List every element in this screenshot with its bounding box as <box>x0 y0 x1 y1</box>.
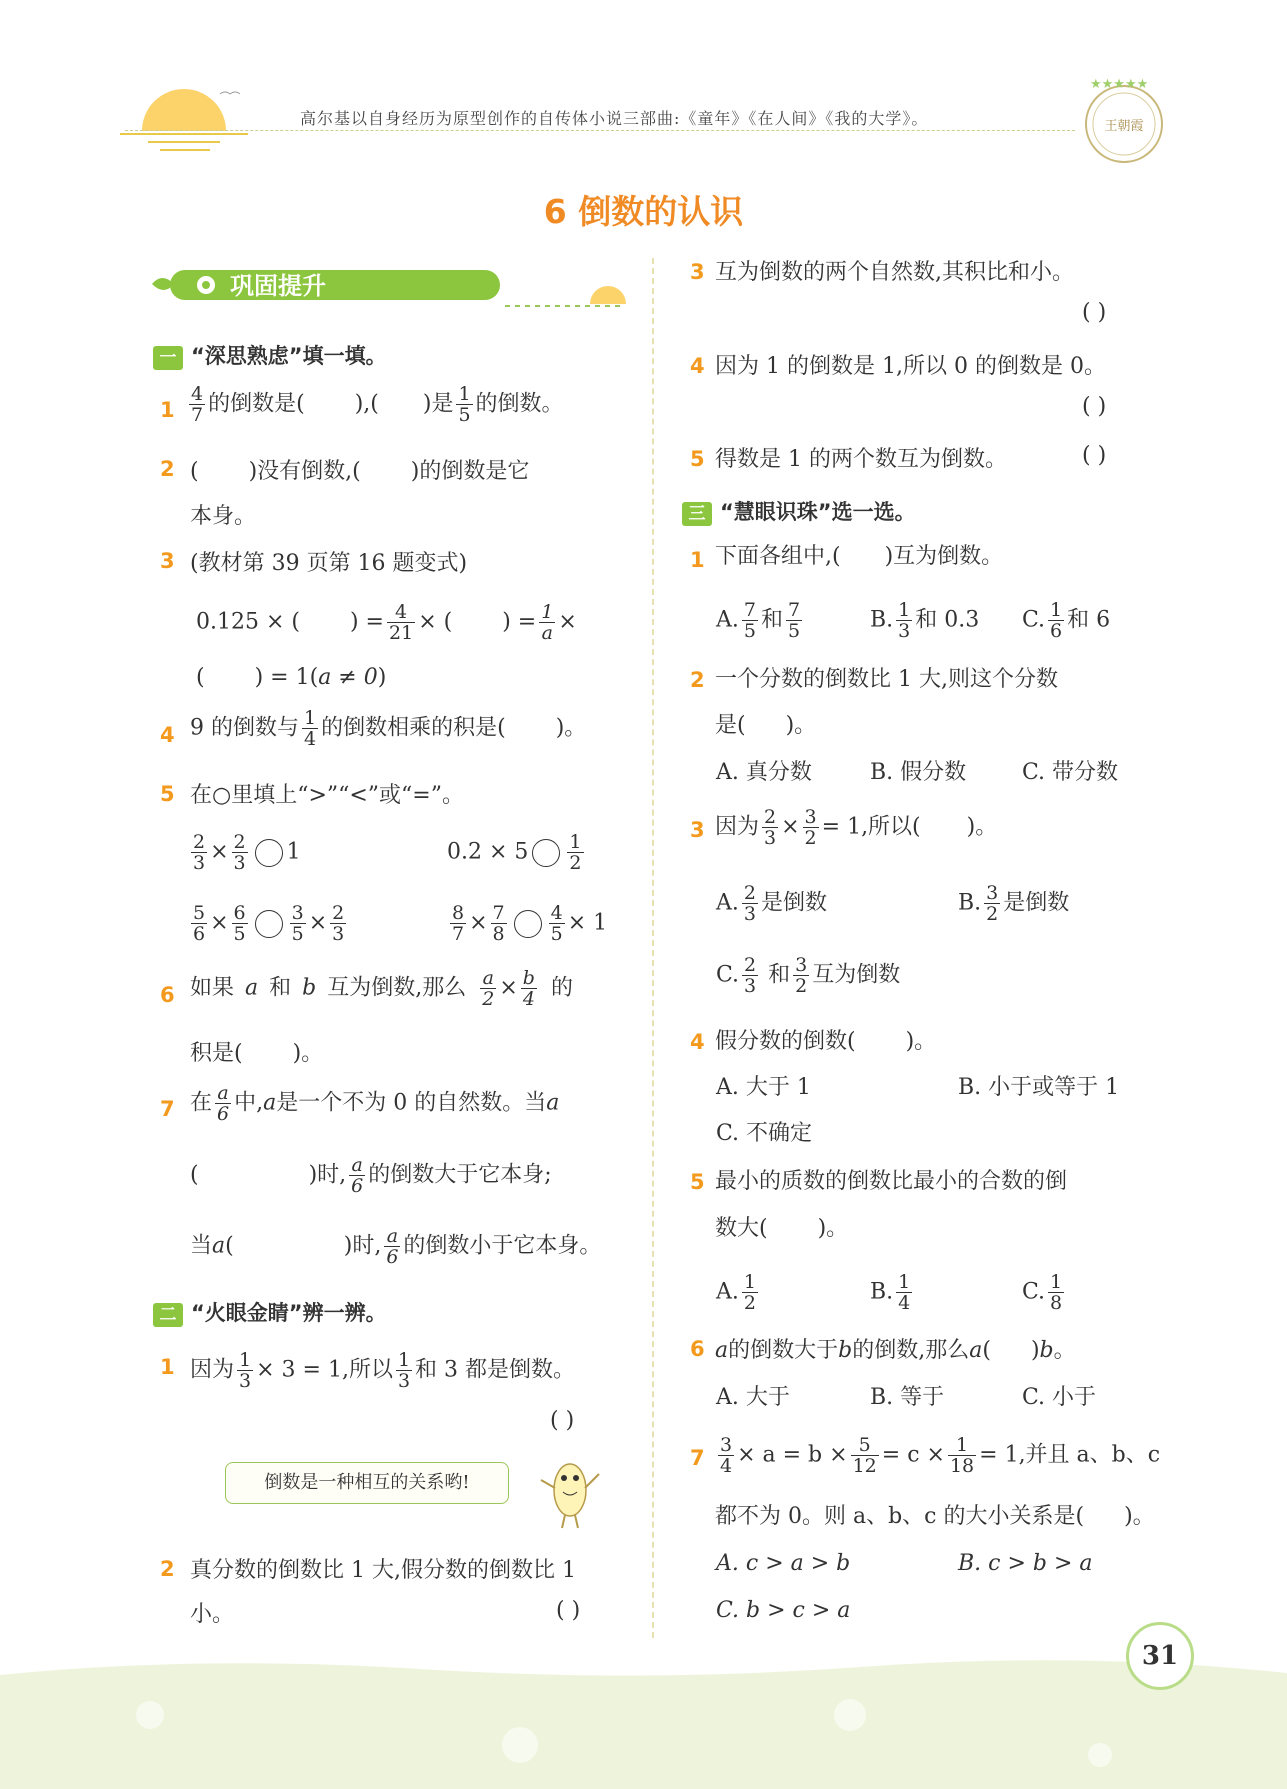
frac-1-5: $\frac{1}{5}$ <box>458 383 471 426</box>
c2-line2: 是( )。 <box>715 713 817 738</box>
j3-number: 3 <box>690 260 705 284</box>
c3: 因为 $\frac{2}{3}$ × $\frac{3}{2}$ = 1,所以( )。 <box>715 806 998 849</box>
sunrise-icon <box>120 76 250 156</box>
section-3-title: 三 “慧眼识珠”选一选。 <box>682 496 916 526</box>
page-number: 31 <box>1126 1622 1194 1690</box>
q2-line2: 本身。 <box>190 504 257 529</box>
j4-answer[interactable]: ( ) <box>1082 394 1107 419</box>
c3-option-b[interactable]: B. $\frac{3}{2}$ 是倒数 <box>958 882 1070 925</box>
c1-option-a[interactable]: A. $\frac{7}{5}$ 和 $\frac{7}{5}$ <box>716 599 801 642</box>
footer-wave <box>0 1655 1287 1789</box>
c5-line2: 数大( )。 <box>715 1216 849 1241</box>
q3-equation: 0.125 × ( ) = $\frac{4}{21}$ × ( ) = $\frac{1}{a}$ × <box>196 601 577 644</box>
c7-option-c[interactable]: C. b > c > a <box>716 1598 851 1623</box>
c4-option-c[interactable]: C. 不确定 <box>716 1121 813 1146</box>
q5-compare-1: $\frac{2}{3}$ × $\frac{2}{3}$ 1 <box>193 831 301 874</box>
page-title: 6 倒数的认识 <box>543 192 744 231</box>
q7-number: 7 <box>160 1097 175 1121</box>
c2-number: 2 <box>690 668 705 692</box>
c5-number: 5 <box>690 1170 705 1194</box>
column-divider <box>652 258 654 1638</box>
j5: 得数是 1 的两个数互为倒数。 <box>715 447 1007 472</box>
c4-number: 4 <box>690 1030 705 1054</box>
q3-equation-cont: ( ) = 1(a ≠ 0) <box>196 665 387 690</box>
c1-option-b[interactable]: B. $\frac{1}{3}$ 和 0.3 <box>870 599 980 642</box>
c4-option-a[interactable]: A. 大于 1 <box>716 1075 811 1100</box>
c4: 假分数的倒数( )。 <box>715 1029 937 1054</box>
c2-option-c[interactable]: C. 带分数 <box>1022 760 1119 785</box>
section-banner <box>150 256 630 316</box>
q2-line1: ( )没有倒数,( )的倒数是它 <box>190 459 530 484</box>
c6-option-c[interactable]: C. 小于 <box>1022 1385 1097 1410</box>
j5-answer[interactable]: ( ) <box>1082 443 1107 468</box>
c6-option-a[interactable]: A. 大于 <box>716 1385 790 1410</box>
tip-bubble: 倒数是一种相互的关系哟! <box>225 1462 509 1504</box>
logo-text: 王朝霞 <box>1104 119 1144 134</box>
j3-answer[interactable]: ( ) <box>1082 300 1107 325</box>
c7-number: 7 <box>690 1446 705 1470</box>
j5-number: 5 <box>690 447 705 471</box>
banner-text: 巩固提升 <box>230 272 326 300</box>
svg-text:★★★★★: ★★★★★ <box>1090 77 1149 92</box>
c1: 下面各组中,( )互为倒数。 <box>715 544 1004 569</box>
j1-number: 1 <box>160 1355 175 1379</box>
c1-number: 1 <box>690 548 705 572</box>
q4-number: 4 <box>160 723 175 747</box>
c3-number: 3 <box>690 818 705 842</box>
c5-option-b[interactable]: B. $\frac{1}{4}$ <box>870 1271 911 1314</box>
c7-line2: 都不为 0。则 a、b、c 的大小关系是( )。 <box>715 1504 1155 1529</box>
header-divider <box>125 130 1075 131</box>
c5-option-a[interactable]: A. $\frac{1}{2}$ <box>716 1271 756 1314</box>
q7-line1: 在 $\frac{a}{6}$ 中,a是一个不为 0 的自然数。当a <box>190 1082 560 1125</box>
cartoon-character-icon <box>535 1452 605 1532</box>
c1-option-c[interactable]: C. $\frac{1}{6}$ 和 6 <box>1022 599 1111 642</box>
q6-line1: 如果 a 和 b 互为倒数,那么 $\frac{a}{2}$ × $\frac{b}{4}$ 的 <box>190 967 573 1010</box>
j1-answer[interactable]: ( ) <box>550 1408 575 1433</box>
c6: a的倒数大于b的倒数,那么a( )b。 <box>715 1338 1076 1363</box>
q2-number: 2 <box>160 457 175 481</box>
j2-answer[interactable]: ( ) <box>556 1598 581 1623</box>
q3-number: 3 <box>160 549 175 573</box>
q5-number: 5 <box>160 782 175 806</box>
j1: 因为 $\frac{1}{3}$ × 3 = 1,所以 $\frac{1}{3}$ 和 3 都是倒数。 <box>190 1349 576 1392</box>
logo-seal-icon <box>1078 76 1170 166</box>
c7-option-a[interactable]: A. c > a > b <box>716 1551 851 1576</box>
q7-line2: ( )时, $\frac{a}{6}$ 的倒数大于它本身; <box>190 1154 552 1197</box>
c2-line1: 一个分数的倒数比 1 大,则这个分数 <box>715 667 1058 692</box>
c7-line1: $\frac{3}{4}$ × a = b × $\frac{5}{12}$ = c × $\frac{1}{18}$ = 1,并且 a、b、c <box>720 1434 1161 1477</box>
j4-number: 4 <box>690 354 705 378</box>
c6-option-b[interactable]: B. 等于 <box>870 1385 945 1410</box>
j2-line2: 小。 <box>190 1602 235 1627</box>
c5-line1: 最小的质数的倒数比最小的合数的倒 <box>715 1169 1068 1194</box>
c2-option-b[interactable]: B. 假分数 <box>870 760 967 785</box>
section-2-title: 二 “火眼金睛”辨一辨。 <box>153 1297 387 1327</box>
section-1-title: 一 “深思熟虑”填一填。 <box>153 340 387 370</box>
q5-prompt: 在○里填上“>”“<”或“=”。 <box>190 783 464 808</box>
j2-line1: 真分数的倒数比 1 大,假分数的倒数比 1 <box>190 1558 576 1583</box>
q1-number: 1 <box>160 398 175 422</box>
frac-4-7: $\frac{4}{7}$ <box>191 383 204 426</box>
j3: 互为倒数的两个自然数,其积比和小。 <box>715 260 1074 285</box>
j2-number: 2 <box>160 1557 175 1581</box>
c5-option-c[interactable]: C. $\frac{1}{8}$ <box>1022 1271 1063 1314</box>
c6-number: 6 <box>690 1337 705 1361</box>
q4: 9 的倒数与 $\frac{1}{4}$ 的倒数相乘的积是( )。 <box>190 707 587 750</box>
q3-source: (教材第 39 页第 16 题变式) <box>190 551 468 576</box>
q6-number: 6 <box>160 983 175 1007</box>
j4: 因为 1 的倒数是 1,所以 0 的倒数是 0。 <box>715 354 1106 379</box>
q7-line3: 当a( )时, $\frac{a}{6}$ 的倒数小于它本身。 <box>190 1225 602 1268</box>
compare-circle[interactable] <box>255 839 283 867</box>
header-text: 高尔基以自身经历为原型创作的自传体小说三部曲:《童年》《在人间》《我的大学》。 <box>300 109 929 128</box>
q5-compare-3: $\frac{5}{6}$ × $\frac{6}{5}$ $\frac{3}{5}$ × $\frac{2}{3}$ <box>193 902 345 945</box>
compare-circle[interactable] <box>532 839 560 867</box>
q1: $\frac{4}{7}$ 的倒数是( ),( )是 $\frac{1}{5}$ 的倒数。 <box>191 383 564 426</box>
c4-option-b[interactable]: B. 小于或等于 1 <box>958 1075 1120 1100</box>
c7-option-b[interactable]: B. c > b > a <box>958 1551 1093 1576</box>
q6-line2: 积是( )。 <box>190 1041 324 1066</box>
q5-compare-2: 0.2 × 5 $\frac{1}{2}$ <box>447 831 582 874</box>
q5-compare-4: $\frac{8}{7}$ × $\frac{7}{8}$ $\frac{4}{5}$ × 1 <box>452 902 608 945</box>
compare-circle[interactable] <box>255 910 283 938</box>
c2-option-a[interactable]: A. 真分数 <box>716 760 812 785</box>
c3-option-c[interactable]: C. $\frac{2}{3}$ 和 $\frac{3}{2}$ 互为倒数 <box>716 954 901 997</box>
c3-option-a[interactable]: A. $\frac{2}{3}$ 是倒数 <box>716 882 827 925</box>
compare-circle[interactable] <box>514 910 542 938</box>
